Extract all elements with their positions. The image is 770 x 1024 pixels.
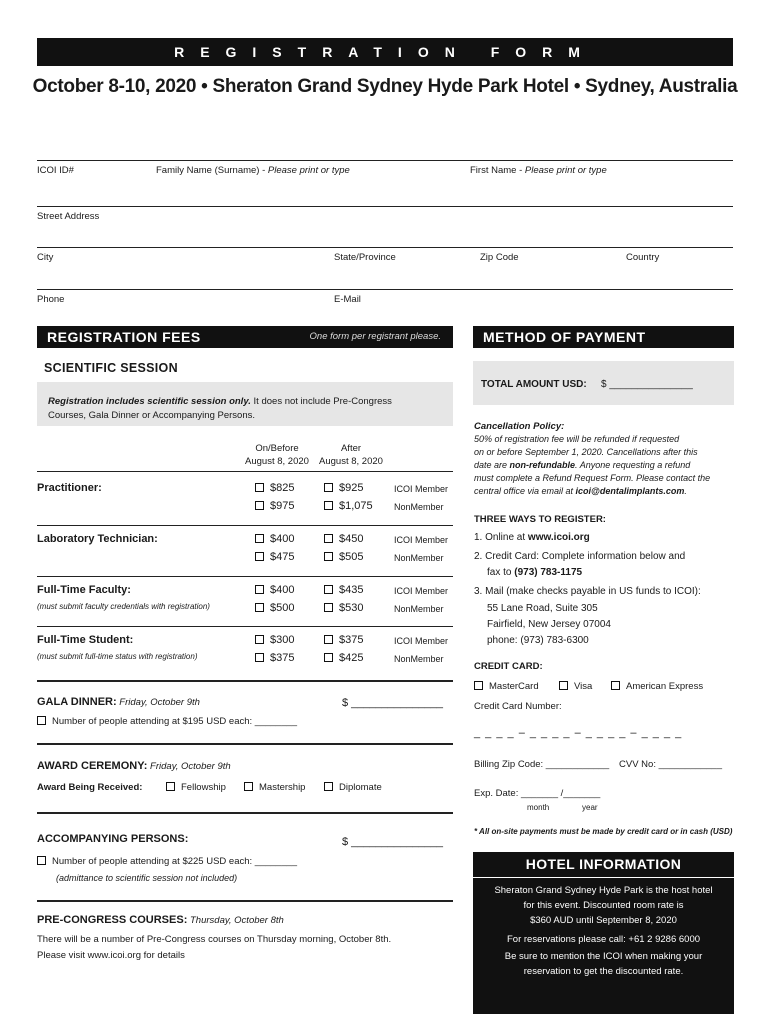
card-number-label: Credit Card Number:	[474, 701, 562, 712]
fee-option-before-nonmember[interactable]	[255, 652, 294, 664]
accompanying-amount-field[interactable]: $ _______________	[342, 836, 443, 848]
checkbox-icon[interactable]	[37, 856, 46, 865]
gala-dinner-title	[37, 696, 200, 708]
fee-row-label: Full-Time Faculty:	[37, 584, 131, 596]
fee-option-after-nonmember[interactable]	[324, 602, 363, 614]
total-amount-label: TOTAL AMOUNT USD:	[481, 379, 587, 390]
award-received-row	[37, 782, 142, 793]
checkbox-icon[interactable]	[324, 585, 333, 594]
fee-row-note: (must submit faculty credentials with registration)	[37, 602, 210, 611]
gala-people-option[interactable]	[37, 716, 297, 727]
zip-field[interactable]: Zip Code	[480, 252, 519, 263]
mail-phone: phone: (973) 783-6300	[487, 635, 589, 646]
includes-note	[48, 395, 448, 423]
phone-field[interactable]: Phone	[37, 294, 65, 305]
fee-row-student	[37, 634, 453, 674]
checkbox-icon[interactable]	[324, 782, 333, 791]
checkbox-icon[interactable]	[255, 483, 264, 492]
mastercard-option[interactable]	[474, 681, 539, 692]
fee-option-after-nonmember[interactable]	[324, 500, 373, 512]
price: $375	[339, 634, 364, 646]
fee-table-divider	[37, 471, 453, 472]
mail-address-line: Fairfield, New Jersey 07004	[487, 619, 611, 630]
price: $300	[270, 634, 295, 646]
price: $450	[339, 533, 364, 545]
hotel-text: Sheraton Grand Sydney Hyde Park is the host hotel	[494, 885, 713, 896]
exp-year-label: year	[582, 803, 598, 812]
price: $375	[270, 652, 295, 664]
hotel-phone: For reservations please call: +61 2 9286 6000	[506, 934, 701, 945]
award-diplomate-option[interactable]	[324, 782, 382, 793]
price: $925	[339, 482, 364, 494]
cancellation-line: 50% of registration fee will be refunded if requested	[474, 434, 680, 444]
field-divider	[37, 289, 733, 290]
fee-row-divider	[37, 525, 453, 526]
first-name-field[interactable]	[470, 165, 607, 176]
section-divider	[37, 743, 453, 745]
price: $530	[339, 602, 364, 614]
checkbox-icon[interactable]	[37, 716, 46, 725]
cvv-field[interactable]: CVV No: ____________	[619, 759, 722, 770]
checkbox-icon[interactable]	[324, 653, 333, 662]
cancellation-line: must complete a Refund Request Form. Please contact the	[474, 473, 711, 483]
member-type: NonMember	[394, 553, 444, 563]
hotel-text: for this event. Discounted room rate is	[523, 900, 684, 911]
pre-title: PRE-CONGRESS COURSES:	[37, 914, 188, 926]
visa-option[interactable]	[559, 681, 592, 692]
fee-row-lab-tech	[37, 533, 453, 573]
cancellation-line	[474, 485, 736, 498]
billing-zip-field[interactable]: Billing Zip Code: ____________	[474, 759, 610, 770]
hotel-text: $360 AUD until September 8, 2020	[530, 915, 677, 926]
fee-option-after-nonmember[interactable]	[324, 652, 363, 664]
checkbox-icon[interactable]	[255, 603, 264, 612]
includes-rest-2: Courses, Gala Dinner or Accompanying Persons.	[48, 410, 255, 421]
fee-option-before-nonmember[interactable]	[255, 500, 294, 512]
member-type: ICOI Member	[394, 636, 449, 646]
award-date: Friday, October 9th	[147, 761, 231, 772]
award-title: AWARD CEREMONY:	[37, 760, 148, 772]
first-name-label: First Name -	[470, 165, 525, 176]
family-name-hint: Please print or type	[267, 165, 350, 176]
price: $505	[339, 551, 364, 563]
gala-amount-field[interactable]: $ _______________	[342, 697, 443, 709]
checkbox-icon[interactable]	[324, 635, 333, 644]
price: $500	[270, 602, 295, 614]
fee-option-after-member[interactable]	[324, 634, 363, 646]
cancellation-line	[474, 459, 736, 472]
price: $825	[270, 482, 295, 494]
text: central office via email at	[474, 486, 576, 496]
fee-option-after-member[interactable]	[324, 482, 363, 494]
form-title-banner: REGISTRATION FORM	[37, 38, 733, 66]
register-credit-card-1: 2. Credit Card: Complete information below and	[474, 551, 686, 562]
three-ways-title: THREE WAYS TO REGISTER:	[474, 514, 606, 525]
checkbox-icon[interactable]	[255, 653, 264, 662]
fee-option-after-member[interactable]	[324, 533, 363, 545]
cancellation-title: Cancellation Policy:	[474, 421, 565, 432]
member-type: ICOI Member	[394, 535, 449, 545]
option-label: Fellowship	[181, 782, 226, 793]
family-name-field[interactable]	[156, 165, 350, 176]
text: . Anyone requesting a refund	[575, 460, 691, 470]
precongress-text-1: There will be a number of Pre-Congress courses on Thursday morning, October 8th.	[37, 934, 392, 945]
amex-option[interactable]	[611, 681, 703, 692]
member-type: NonMember	[394, 604, 444, 614]
price: $435	[339, 584, 364, 596]
precongress-title	[37, 914, 284, 926]
award-fellowship-option[interactable]	[166, 782, 226, 793]
card-number-field[interactable]: _ _ _ _ – _ _ _ _ – _ _ _ _ – _ _ _ _	[474, 727, 683, 739]
city-field[interactable]: City	[37, 252, 54, 263]
option-label: MasterCard	[489, 681, 539, 692]
col-before-line2: August 8, 2020	[245, 456, 309, 467]
accompanying-people-label: Number of people attending at $225 USD each: ________	[52, 856, 298, 867]
checkbox-icon[interactable]	[166, 782, 175, 791]
member-type: ICOI Member	[394, 484, 449, 494]
option-label: Diplomate	[339, 782, 382, 793]
credit-card-title: CREDIT CARD:	[474, 661, 543, 672]
pre-date: Thursday, October 8th	[187, 915, 284, 926]
award-ceremony-title	[37, 760, 231, 772]
state-field[interactable]: State/Province	[334, 252, 396, 263]
payment-header: METHOD OF PAYMENT	[473, 326, 734, 348]
fee-row-faculty	[37, 584, 453, 624]
col-before-header	[240, 442, 314, 468]
price: $975	[270, 500, 295, 512]
price: $400	[270, 533, 295, 545]
section-divider	[37, 900, 453, 902]
fee-row-label: Full-Time Student:	[37, 634, 134, 646]
fee-row-label: Practitioner:	[37, 482, 102, 494]
cancellation-line: on or before September 1, 2020. Cancellations after this	[474, 447, 698, 457]
col-after-line2: August 8, 2020	[319, 456, 383, 467]
option-label: American Express	[626, 681, 704, 692]
checkbox-icon[interactable]	[255, 585, 264, 594]
checkbox-icon[interactable]	[255, 635, 264, 644]
award-received-label: Award Being Received:	[37, 782, 143, 793]
option-label: Mastership	[259, 782, 306, 793]
total-amount-row	[481, 379, 587, 390]
fee-row-note: (must submit full-time status with registration)	[37, 652, 198, 661]
email-field[interactable]: E-Mail	[334, 294, 361, 305]
fee-row-practitioner	[37, 482, 453, 522]
checkbox-icon[interactable]	[324, 534, 333, 543]
price: $1,075	[339, 500, 373, 512]
icoi-id-field[interactable]: ICOI ID#	[37, 165, 74, 176]
family-name-label: Family Name (Surname) -	[156, 165, 268, 176]
field-divider	[37, 160, 733, 161]
scientific-session-title: SCIENTIFIC SESSION	[44, 361, 178, 375]
col-after-header	[314, 442, 388, 468]
fee-option-after-member[interactable]	[324, 584, 363, 596]
contact-email-link[interactable]: icoi@dentalimplants.com	[575, 486, 685, 496]
register-credit-card-2	[487, 567, 582, 578]
award-mastership-option[interactable]	[244, 782, 305, 793]
section-divider	[37, 812, 453, 814]
event-details: October 8-10, 2020 • Sheraton Grand Sydney Hyde Park Hotel • Sydney, Australia	[32, 76, 738, 97]
fee-option-before-member[interactable]	[255, 634, 294, 646]
checkbox-icon[interactable]	[611, 681, 620, 690]
field-divider	[37, 247, 733, 248]
hotel-title: HOTEL INFORMATION	[525, 856, 682, 872]
member-type: NonMember	[394, 654, 444, 664]
exp-month-label: month	[527, 803, 550, 812]
accompanying-people-option[interactable]	[37, 856, 297, 867]
accompanying-note: (admittance to scientific session not included)	[56, 873, 238, 883]
checkbox-icon[interactable]	[324, 603, 333, 612]
precongress-text-2: Please visit www.icoi.org for details	[37, 950, 185, 961]
price: $475	[270, 551, 295, 563]
fee-option-before-member[interactable]	[255, 533, 294, 545]
checkbox-icon[interactable]	[324, 552, 333, 561]
first-name-hint: Please print or type	[524, 165, 607, 176]
total-amount-field[interactable]: $ _______________	[601, 379, 693, 390]
fee-option-before-nonmember[interactable]	[255, 602, 294, 614]
gala-title: GALA DINNER:	[37, 696, 117, 708]
registration-fees-header	[37, 326, 453, 348]
fee-row-divider	[37, 626, 453, 627]
hotel-information-box	[473, 852, 734, 1014]
fee-option-before-member[interactable]	[255, 482, 294, 494]
checkbox-icon[interactable]	[324, 483, 333, 492]
checkbox-icon[interactable]	[255, 552, 264, 561]
website-link[interactable]: www.icoi.org	[527, 532, 590, 543]
includes-bold: Registration includes scientific session only.	[48, 396, 251, 407]
text: 1. Online at	[474, 532, 528, 543]
member-type: ICOI Member	[394, 586, 449, 596]
checkbox-icon[interactable]	[474, 681, 483, 690]
checkbox-icon[interactable]	[255, 534, 264, 543]
onsite-payment-note: * All on-site payments must be made by credit card or in cash (USD)	[474, 827, 733, 836]
exp-date-field[interactable]: Exp. Date: _______ /_______	[474, 788, 601, 799]
mail-address-line: 55 Lane Road, Suite 305	[487, 603, 598, 614]
member-type: NonMember	[394, 502, 444, 512]
gala-people-label: Number of people attending at $195 USD each: ________	[52, 716, 298, 727]
register-online	[474, 532, 590, 543]
street-address-field[interactable]: Street Address	[37, 211, 100, 222]
fee-row-divider	[37, 576, 453, 577]
gala-date: Friday, October 9th	[116, 697, 200, 708]
price: $400	[270, 584, 295, 596]
checkbox-icon[interactable]	[244, 782, 253, 791]
includes-rest-1: It does not include Pre-Congress	[250, 396, 392, 407]
non-refundable-text: non-refundable	[509, 460, 576, 470]
checkbox-icon[interactable]	[255, 501, 264, 510]
fax-number: (973) 783-1175	[514, 567, 583, 578]
col-before-line1: On/Before	[255, 443, 299, 454]
register-mail: 3. Mail (make checks payable in US funds to ICOI):	[474, 586, 701, 597]
checkbox-icon[interactable]	[324, 501, 333, 510]
fee-row-label: Laboratory Technician:	[37, 533, 158, 545]
cancellation-policy	[474, 420, 736, 498]
accompanying-title: ACCOMPANYING PERSONS:	[37, 833, 189, 845]
registration-fees-title: REGISTRATION FEES	[47, 329, 201, 345]
hotel-divider	[473, 877, 734, 878]
registration-fees-note: One form per registrant please.	[309, 331, 441, 342]
hotel-text: Be sure to mention the ICOI when making your	[504, 951, 703, 962]
field-divider	[37, 206, 733, 207]
price: $425	[339, 652, 364, 664]
text: fax to	[487, 567, 515, 578]
fee-option-before-nonmember[interactable]	[255, 551, 294, 563]
text: date are	[474, 460, 510, 470]
text: .	[684, 486, 687, 496]
option-label: Visa	[574, 681, 593, 692]
checkbox-icon[interactable]	[559, 681, 568, 690]
hotel-text: reservation to get the discounted rate.	[523, 966, 684, 977]
country-field[interactable]: Country	[626, 252, 660, 263]
fee-option-after-nonmember[interactable]	[324, 551, 363, 563]
col-after-line1: After	[340, 443, 362, 454]
fee-option-before-member[interactable]	[255, 584, 294, 596]
section-divider	[37, 680, 453, 682]
